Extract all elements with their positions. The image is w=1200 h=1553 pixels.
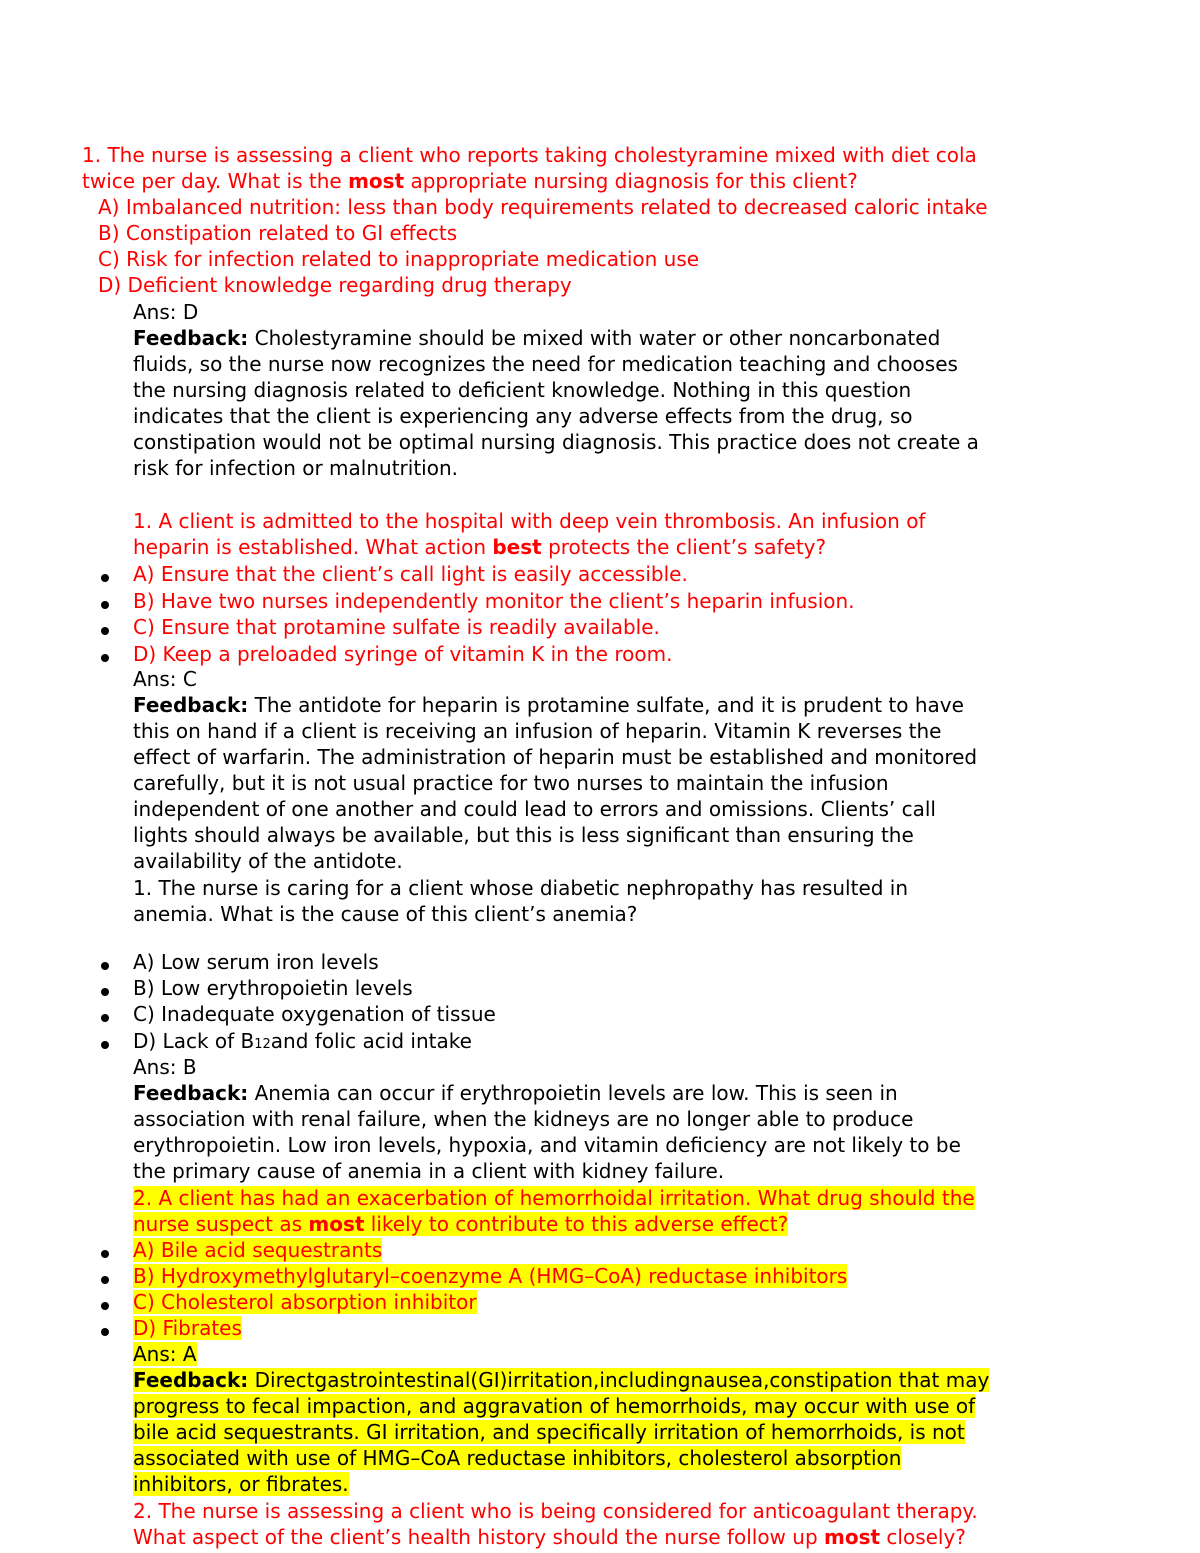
- q4-option-b: B) Hydroxymethylglutaryl–coenzyme A (HMG–CoA) reductase inhibitors: [133, 1264, 848, 1288]
- q3-stem-line2: anemia. What is the cause of this client’s anemia?: [133, 902, 638, 926]
- bullet-icon: [101, 601, 109, 609]
- q2-feedback-line5: independent of one another and could lead to errors and omissions. Clients’ call: [133, 797, 936, 821]
- bullet-icon: [101, 962, 109, 970]
- q2-option-d: D) Keep a preloaded syringe of vitamin K in the room.: [133, 642, 673, 666]
- q1-stem-line2: twice per day. What is the most appropriate nursing diagnosis for this client?: [82, 169, 858, 193]
- q4-feedback-line2: progress to fecal impaction, and aggravation of hemorrhoids, may occur with use of: [133, 1394, 976, 1418]
- q1-option-d: D) Deficient knowledge regarding drug therapy: [98, 273, 572, 297]
- q4-option-d: D) Fibrates: [133, 1316, 242, 1340]
- q2-feedback-line3: effect of warfarin. The administration of heparin must be established and monitored: [133, 745, 978, 769]
- q3-option-c: C) Inadequate oxygenation of tissue: [133, 1002, 496, 1026]
- q1-answer: Ans: D: [133, 300, 199, 324]
- bullet-icon: [101, 1250, 109, 1258]
- q4-stem-line2: nurse suspect as most likely to contribute to this adverse effect?: [133, 1212, 789, 1236]
- q1-feedback-line3: the nursing diagnosis related to deficient knowledge. Nothing in this question: [133, 378, 912, 402]
- q3-option-d: D) Lack of B12and folic acid intake: [133, 1029, 472, 1053]
- q2-feedback-label: Feedback:: [133, 693, 249, 717]
- q2-stem-line1: 1. A client is admitted to the hospital with deep vein thrombosis. An infusion of: [133, 509, 926, 533]
- q3-feedback-label: Feedback:: [133, 1081, 249, 1105]
- q5-emphasis: most: [824, 1525, 881, 1549]
- q3-feedback-line1: Feedback: Anemia can occur if erythropoietin levels are low. This is seen in: [133, 1081, 898, 1105]
- q2-stem-line2: heparin is established. What action best protects the client’s safety?: [133, 535, 827, 559]
- q1-feedback-line4: indicates that the client is experiencing any adverse effects from the drug, so: [133, 404, 913, 428]
- q4-feedback-label: Feedback:: [133, 1368, 249, 1392]
- q3-feedback-line3: erythropoietin. Low iron levels, hypoxia, and vitamin deficiency are not likely to be: [133, 1133, 961, 1157]
- q1-feedback-label: Feedback:: [133, 326, 249, 350]
- q4-feedback-line5: inhibitors, or fibrates.: [133, 1472, 349, 1496]
- q2-option-c: C) Ensure that protamine sulfate is readily available.: [133, 615, 660, 639]
- q4-stem-line1: 2. A client has had an exacerbation of hemorrhoidal irritation. What drug should the: [133, 1186, 975, 1210]
- q2-feedback-line4: carefully, but it is not usual practice for two nurses to maintain the infusion: [133, 771, 889, 795]
- q1-option-b: B) Constipation related to GI effects: [98, 221, 458, 245]
- bullet-icon: [101, 654, 109, 662]
- bullet-icon: [101, 574, 109, 582]
- bullet-icon: [101, 627, 109, 635]
- q1-stem-line1: 1. The nurse is assessing a client who reports taking cholestyramine mixed with diet cola: [82, 143, 977, 167]
- q1-option-a: A) Imbalanced nutrition: less than body requirements related to decreased caloric intake: [98, 195, 988, 219]
- q3-feedback-line4: the primary cause of anemia in a client with kidney failure.: [133, 1159, 725, 1183]
- bullet-icon: [101, 988, 109, 996]
- q2-feedback-line6: lights should always be available, but this is less significant than ensuring the: [133, 823, 914, 847]
- q1-feedback-line5: constipation would not be optimal nursing diagnosis. This practice does not create a: [133, 430, 979, 454]
- q4-feedback-line3: bile acid sequestrants. GI irritation, and specifically irritation of hemorrhoids, is not: [133, 1420, 965, 1444]
- q3-option-a: A) Low serum iron levels: [133, 950, 379, 974]
- q2-feedback-line7: availability of the antidote.: [133, 849, 403, 873]
- q2-feedback-line1: Feedback: The antidote for heparin is protamine sulfate, and it is prudent to have: [133, 693, 964, 717]
- bullet-icon: [101, 1014, 109, 1022]
- q3-feedback-line2: association with renal failure, when the kidneys are no longer able to produce: [133, 1107, 914, 1131]
- bullet-icon: [101, 1041, 109, 1049]
- q3-answer: Ans: B: [133, 1055, 197, 1079]
- q4-emphasis: most: [308, 1212, 365, 1236]
- q2-feedback-line2: this on hand if a client is receiving an infusion of heparin. Vitamin K reverses the: [133, 719, 942, 743]
- q2-emphasis: best: [492, 535, 542, 559]
- q5-stem-line1: 2. The nurse is assessing a client who is being considered for anticoagulant therapy.: [133, 1499, 978, 1523]
- q1-feedback-line2: fluids, so the nurse now recognizes the need for medication teaching and chooses: [133, 352, 958, 376]
- q4-feedback-line4: associated with use of HMG–CoA reductase inhibitors, cholesterol absorption: [133, 1446, 902, 1470]
- q2-option-a: A) Ensure that the client’s call light is easily accessible.: [133, 562, 688, 586]
- q2-answer: Ans: C: [133, 667, 197, 691]
- q4-option-a: A) Bile acid sequestrants: [133, 1238, 383, 1262]
- bullet-icon: [101, 1302, 109, 1310]
- bullet-icon: [101, 1276, 109, 1284]
- q5-stem-line2: What aspect of the client’s health history should the nurse follow up most closely?: [133, 1525, 966, 1549]
- bullet-icon: [101, 1328, 109, 1336]
- q2-option-b: B) Have two nurses independently monitor the client’s heparin infusion.: [133, 589, 855, 613]
- q1-feedback-line1: Feedback: Cholestyramine should be mixed with water or other noncarbonated: [133, 326, 941, 350]
- q4-answer: Ans: A: [133, 1342, 197, 1366]
- q3-stem-line1: 1. The nurse is caring for a client whose diabetic nephropathy has resulted in: [133, 876, 909, 900]
- q4-feedback-line1: Feedback: Directgastrointestinal(GI)irritation,includingnausea,constipation that may: [133, 1368, 990, 1392]
- q4-option-c: C) Cholesterol absorption inhibitor: [133, 1290, 477, 1314]
- q1-emphasis: most: [348, 169, 405, 193]
- q3-option-b: B) Low erythropoietin levels: [133, 976, 413, 1000]
- q1-feedback-line6: risk for infection or malnutrition.: [133, 456, 458, 480]
- q1-option-c: C) Risk for infection related to inappropriate medication use: [98, 247, 700, 271]
